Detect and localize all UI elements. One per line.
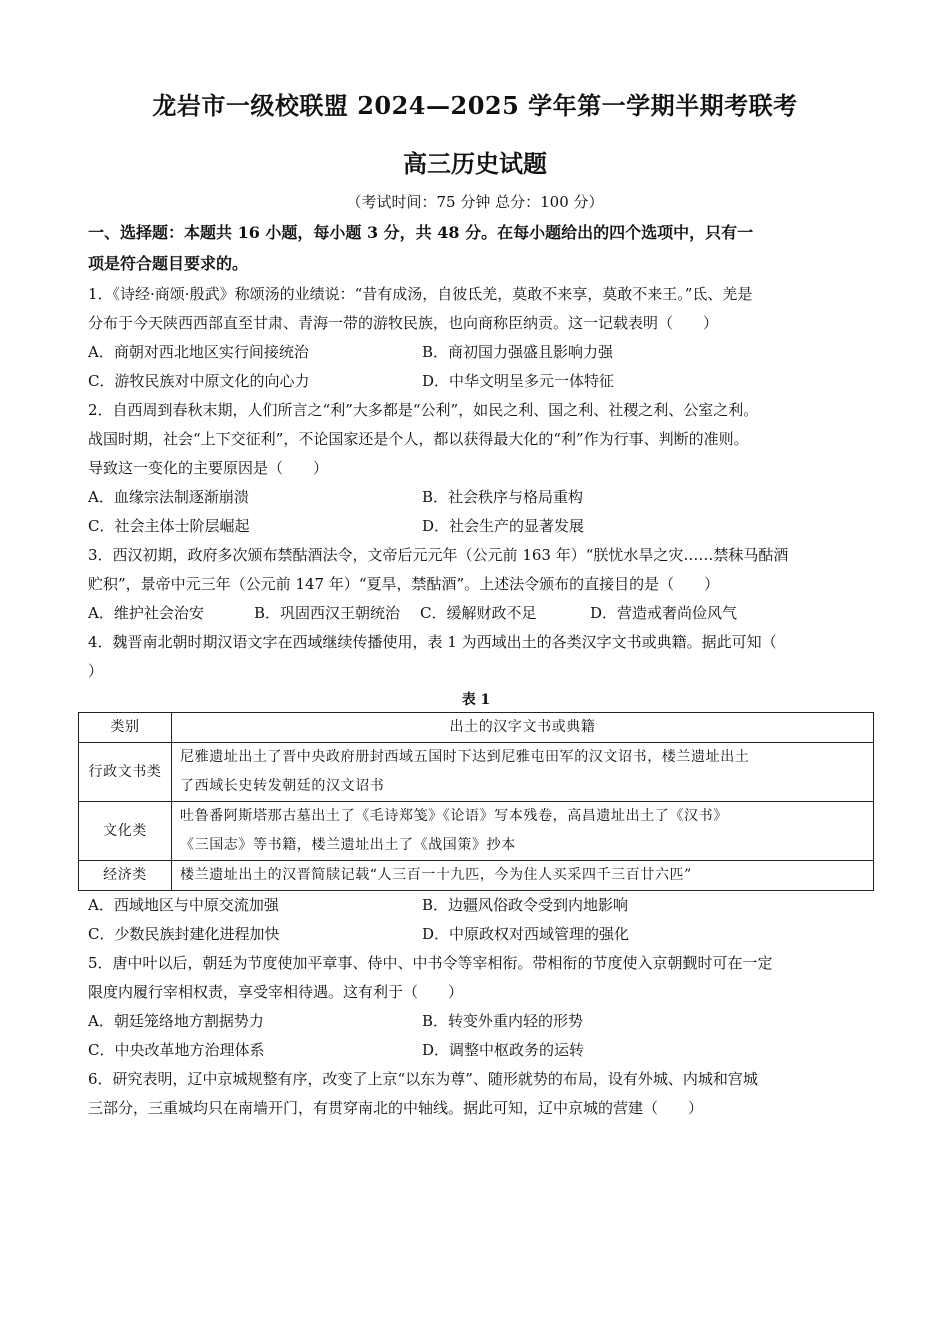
question-3-stem-line1: 3．西汉初期，政府多次颁布禁酤酒法令，文帝后元元年（公元前 163 年）“朕忧水旱之灾……禁秣马酤酒 (88, 546, 789, 564)
question-1-option-b: B．商初国力强盛且影响力强 (422, 343, 614, 361)
question-4-stem-line1: 4．魏晋南北朝时期汉语文字在西域继续传播使用，表 1 为西域出土的各类汉字文书或典籍。据此可知（ (88, 633, 777, 651)
question-1-option-a: A．商朝对西北地区实行间接统治 (88, 343, 309, 361)
question-1-options (88, 338, 864, 396)
question-5 (88, 949, 864, 1065)
question-4-option-c: C．少数民族封建化进程加快 (88, 925, 280, 943)
question-1 (88, 280, 864, 396)
question-5-stem-line2: 限度内履行宰相权责，享受宰相待遇。这有利于（ ） (88, 983, 464, 1001)
section-heading-line2: 项是符合题目要求的。 (88, 254, 249, 273)
question-5-option-d: D．调整中枢政务的运转 (422, 1041, 585, 1059)
question-1-option-c: C．游牧民族对中原文化的向心力 (88, 372, 310, 390)
table-caption: 表 1 (461, 692, 491, 708)
artifact-table (78, 712, 874, 891)
question-4-option-d: D．中原政权对西域管理的强化 (422, 925, 630, 943)
exam-title-line2: 高三历史试题 (403, 149, 547, 178)
question-6 (88, 1065, 864, 1123)
question-1-stem-line1: 1．《诗经·商颂·殷武》称颂汤的业绩说：“昔有成汤，自彼氐羌，莫敢不来享，莫敢不来王。”氐、羌是 (88, 285, 753, 303)
table-cell-category: 经济类 (79, 861, 172, 891)
section-heading-line1: 一、选择题：本题共 16 小题，每小题 3 分，共 48 分。在每小题给出的四个选项中，只有一 (88, 223, 754, 242)
table-row (79, 861, 874, 891)
question-3-option-c: C．缓解财政不足 (420, 604, 537, 622)
question-5-options (88, 1007, 864, 1065)
question-2-option-b: B．社会秩序与格局重构 (422, 488, 584, 506)
question-2-option-a: A．血缘宗法制逐渐崩溃 (88, 488, 249, 506)
question-3-options (88, 599, 864, 628)
table-cell-documents (172, 861, 874, 891)
question-4-option-b: B．边疆风俗政令受到内地影响 (422, 896, 629, 914)
question-1-stem-line2: 分布于今天陕西西部直至甘肃、青海一带的游牧民族，也向商称臣纳贡。这一记载表明（ ） (88, 314, 719, 332)
question-6-stem-line2: 三部分，三重城均只在南墙开门，有贯穿南北的中轴线。据此可知，辽中京城的营建（ ） (88, 1099, 704, 1117)
question-4 (88, 628, 864, 949)
question-3-option-a: A．维护社会治安 (88, 604, 204, 622)
question-6-stem-line1: 6．研究表明，辽中京城规整有序，改变了上京“以东为尊”、随形就势的布局，设有外城、内城和宫城 (88, 1070, 758, 1088)
question-3-option-b: B．巩固西汉王朝统治 (254, 604, 401, 622)
exam-time-score-info: （考试时间：75 分钟 总分：100 分） (346, 193, 604, 211)
table-header-row (79, 713, 874, 743)
question-2 (88, 396, 864, 541)
question-2-option-d: D．社会生产的显著发展 (422, 517, 585, 535)
table-row (79, 802, 874, 861)
question-2-stem-line2: 战国时期，社会“上下交征利”，不论国家还是个人，都以获得最大化的“利”作为行事、判断的准则。 (88, 430, 749, 448)
table-cell-line: 《三国志》等书籍，楼兰遗址出土了《战国策》抄本 (180, 837, 516, 853)
question-4-option-a: A．西域地区与中原交流加强 (88, 896, 279, 914)
table-cell-line: 尼雅遗址出土了晋中央政府册封西域五国时下达到尼雅屯田军的汉文诏书，楼兰遗址出土 (180, 749, 750, 765)
question-2-options (88, 483, 864, 541)
table-cell-category: 行政文书类 (79, 743, 172, 802)
question-2-stem-line1: 2．自西周到春秋末期，人们所言之“利”大多都是“公利”，如民之利、国之利、社稷之利、公室之利。 (88, 401, 759, 419)
question-5-option-b: B．转变外重内轻的形势 (422, 1012, 584, 1030)
table-cell-line: 吐鲁番阿斯塔那古墓出土了《毛诗郑笺》《论语》写本残卷，高昌遗址出土了《汉书》 (180, 808, 728, 824)
table-row (79, 743, 874, 802)
question-5-option-a: A．朝廷笼络地方割据势力 (88, 1012, 264, 1030)
question-3-option-d: D．营造戒奢尚俭风气 (590, 604, 738, 622)
exam-content (88, 217, 864, 1123)
table-cell-line: 楼兰遗址出土的汉晋简牍记载“人三百一十九匹，今为住人买采四千三百廿六匹” (180, 867, 692, 883)
question-4-stem-line2: ） (88, 662, 104, 680)
section-heading (88, 217, 864, 279)
table-cell-documents (172, 743, 874, 802)
table-cell-line: 了西域长史转发朝廷的汉文诏书 (180, 778, 385, 794)
question-4-options (88, 891, 864, 949)
question-2-stem-line3: 导致这一变化的主要原因是（ ） (88, 459, 329, 477)
question-5-stem-line1: 5．唐中叶以后，朝廷为节度使加平章事、侍中、中书令等宰相衔。带相衔的节度使入京朝觐时可在一定 (88, 954, 773, 972)
table-header-category: 类别 (79, 713, 172, 743)
exam-title-line1: 龙岩市一级校联盟 2024—2025 学年第一学期半期考联考 (152, 91, 798, 120)
question-3-stem-line2: 贮积”，景帝中元三年（公元前 147 年）“夏旱，禁酤酒”。上述法令颁布的直接目的是（ ） (88, 575, 720, 593)
question-5-option-c: C．中央改革地方治理体系 (88, 1041, 265, 1059)
question-1-option-d: D．中华文明呈多元一体特征 (422, 372, 615, 390)
question-2-option-c: C．社会主体士阶层崛起 (88, 517, 250, 535)
table-header-documents: 出土的汉字文书或典籍 (172, 713, 874, 743)
table-cell-category: 文化类 (79, 802, 172, 861)
question-3 (88, 541, 864, 628)
table-cell-documents (172, 802, 874, 861)
